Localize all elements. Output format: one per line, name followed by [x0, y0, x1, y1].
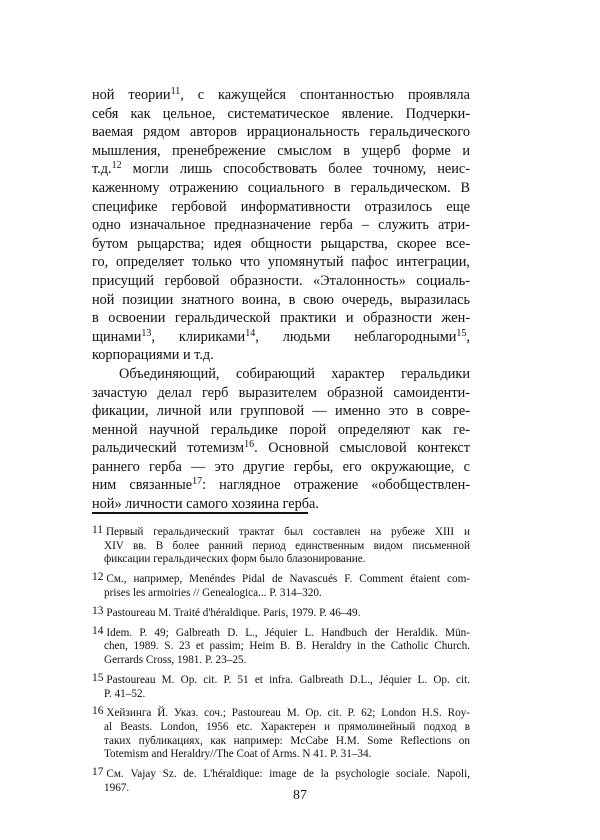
footnote-text: Pastoureau M. Op. cit. P. 51 et infra. Galbreath D.L., Jéquier L. Op. cit.: [106, 673, 470, 686]
footnote-12: [92, 571, 470, 600]
text-line: присущий гербовой образности. «Эталонность» социаль-: [92, 272, 470, 289]
footnote-text: chen, 1989. S. 23 et passim; Heim B. B. Heraldry in the Catholic Church.: [104, 640, 470, 653]
text-line: ной» личности самого хозяина герба.: [92, 496, 319, 513]
footnote-line: [92, 640, 470, 654]
footnote-11: [92, 524, 470, 567]
text-line: мышления, пренебрежение смыслом в ущерб форме и: [92, 142, 470, 159]
footnote-line: [92, 571, 470, 587]
footnote-text: al Beasts. London, 1956 etc. Характерен и прямолинейный подход в: [104, 721, 470, 734]
footnote-number: 12: [92, 571, 104, 584]
text-line: Объединяющий, собирающий характер геральдики: [119, 365, 470, 382]
text-line: корпорациями и т.д.: [92, 347, 214, 364]
footnote-line: [92, 524, 470, 540]
footnote-line: [92, 688, 470, 702]
footnotes: [92, 524, 470, 800]
footnote-number: 15: [92, 671, 104, 684]
footnote-line: [92, 735, 470, 749]
footnote-text: 1967.: [104, 781, 130, 794]
footnote-text: Первый геральдический трактат был составлен на рубеже XIII и: [105, 526, 470, 538]
footnote-text: prises les armoiries // Genealogica... P. 314–320.: [104, 586, 322, 599]
footnote-ref-14[interactable]: 14: [245, 327, 256, 339]
text-line: щинами$^{13}$, клириками$^{14}$, людьми неблагородными$^{15}$,: [92, 327, 470, 345]
footnote-ref-16[interactable]: 16: [244, 439, 255, 451]
text-line: себя как цельное, систематическое явление. Подчерки-: [92, 105, 470, 122]
footnote-ref-15[interactable]: 15: [456, 327, 467, 339]
text-line: каженному отражению социального в геральдическом. В: [92, 179, 470, 196]
footnote-line: [92, 748, 470, 762]
paragraph-1: [92, 86, 470, 365]
footnote-number: 14: [92, 624, 104, 637]
text-line: ральдический тотемизм$^{16}$. Основной смысловой контекст: [92, 439, 470, 457]
footnote-text: XIV вв. В более ранний период единственным видом письменной: [104, 539, 470, 552]
footnote-14: [92, 625, 470, 668]
footnote-separator: [92, 512, 308, 514]
footnote-ref-13[interactable]: 13: [141, 327, 152, 339]
footnote-text: Хейзинга Й. Указ. соч.; Pastoureau M. Op. cit. P. 62; London H.S. Roy-: [106, 707, 470, 720]
text-line: т.д.$^{12}$ могли лишь способствовать более точному, неис-: [92, 160, 470, 178]
footnote-13: [92, 605, 470, 621]
footnote-text: Idem. P. 49; Galbreath D. L., Jéquier L. Handbuch der Heraldik. Mün-: [106, 626, 470, 639]
text-line: менной научной геральдике порой определяют как ге-: [92, 421, 470, 438]
footnote-16: [92, 705, 470, 761]
footnote-line: [92, 705, 470, 721]
footnote-number: 13: [92, 604, 104, 617]
footnote-text: таких публикациях, как например: McCabe H.M. Some Reflections on: [104, 734, 470, 747]
footnote-number: 17: [92, 766, 104, 779]
paragraph-2: [92, 365, 470, 514]
footnote-line: [92, 721, 470, 735]
footnote-number: 16: [92, 705, 104, 718]
page-number: 87: [293, 788, 307, 803]
text-line: одно изначальное предназначение герба – служить атри-: [92, 217, 470, 234]
text-line: зачастую делал герб выразителем образной самоиденти-: [92, 384, 470, 401]
text-line: специфике гербовой информативности отразилось еще: [92, 198, 470, 215]
footnote-number: 11: [92, 524, 103, 536]
footnote-text: Totemism and Heraldry//The Coat of Arms. N 41. P. 31–34.: [104, 748, 372, 761]
footnote-text: фиксации геральдических форм было блазонирование.: [104, 553, 366, 566]
footnote-text: См. Vajay Sz. de. L'héraldique: image de la psychologie sociale. Napoli,: [106, 768, 470, 781]
footnote-ref-17[interactable]: 17: [192, 476, 203, 488]
text-line: ним связанные$^{17}$: наглядное отражение «обобществлен-: [92, 476, 471, 494]
footnote-ref-12[interactable]: 12: [111, 160, 122, 172]
footnote-line: [92, 625, 470, 641]
text-line: ной позиции знатного воина, в свою очередь, выразилась: [92, 291, 470, 308]
text-line: раннего герба — это другие гербы, его окружающие, с: [92, 458, 470, 475]
footnote-line: [92, 672, 470, 688]
footnote-line: [92, 553, 470, 567]
text-line: в освоении геральдической практики и образности жен-: [92, 310, 470, 327]
footnote-line: [92, 605, 470, 621]
footnote-line: [92, 654, 470, 668]
footnote-line: [92, 540, 470, 554]
text-line: бутом рыцарства; идея общности рыцарства, скорее все-: [92, 235, 470, 252]
text-line: ной теории$^{11}$, с кажущейся спонтанностью проявляла: [92, 86, 470, 103]
footnote-line: [92, 587, 470, 601]
footnote-text: Gerrards Cross, 1981. P. 23–25.: [104, 653, 247, 666]
text-line: го, определяет только что упомянутый пафос интеграции,: [92, 254, 470, 271]
footnote-line: [92, 766, 470, 782]
main-text: [92, 86, 470, 514]
text-line: ваемая рядом авторов иррациональность геральдического: [92, 124, 470, 141]
footnote-15: [92, 672, 470, 701]
text-line: фикации, личной или групповой — именно это в совре-: [92, 403, 470, 420]
footnote-text: Pastoureau M. Traité d'héraldique. Paris, 1979. P. 46–49.: [106, 606, 361, 619]
footnote-ref-11[interactable]: 11: [170, 86, 181, 97]
footnote-text: См., например, Menéndes Pidal de Navascués F. Comment étaient com-: [106, 573, 470, 586]
footnote-text: P. 41–52.: [104, 687, 146, 700]
